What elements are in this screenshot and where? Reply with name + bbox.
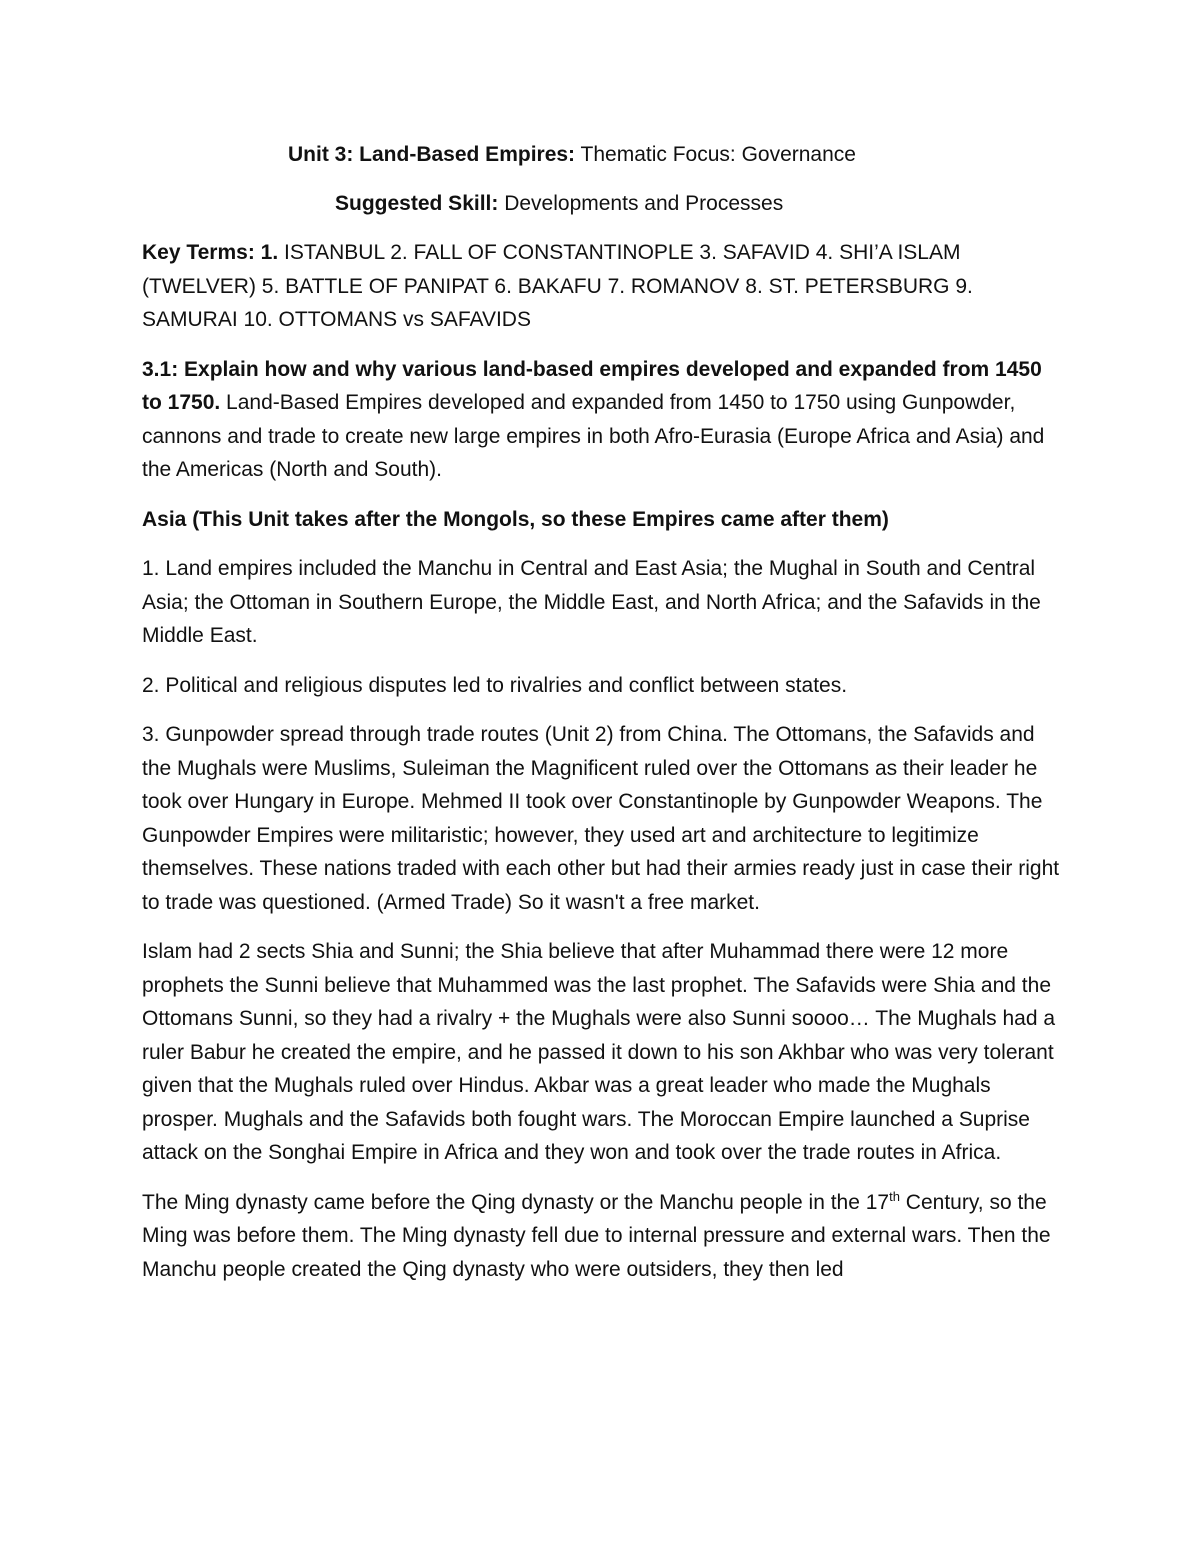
paragraph-political-disputes: 2. Political and religious disputes led to rivalries and conflict between states. bbox=[142, 673, 848, 697]
ming-text-start: The Ming dynasty came before the Qing dynasty or the Manchu people in the 17 bbox=[142, 1190, 890, 1214]
document-content bbox=[142, 138, 1062, 1286]
key-terms-paragraph bbox=[142, 236, 1062, 337]
section-3-1-body: Land-Based Empires developed and expanded from 1450 to 1750 using Gunpowder, cannons and trade to create new large empires in both Afro-Eurasia (Europe Africa and Asia) and the Americas (North and South). bbox=[142, 391, 1045, 481]
suggested-skill-line bbox=[142, 187, 1062, 221]
paragraph-gunpowder: 3. Gunpowder spread through trade routes (Unit 2) from China. The Ottomans, the Safavids and the Mughals were Muslims, Suleiman the Magnificent ruled over the Ottomans as their leader he took over Hungary in Europe. Mehmed II took over Constantinople by Gunpowder Weapons. The Gunpowder Empires were militaristic; however, they used art and architecture to legitimize themselves. These nations traded with each other but had their armies ready just in case their right to trade was questioned. (Armed Trade) So it wasn't a free market. bbox=[142, 723, 1060, 914]
paragraph-islam-sects: Islam had 2 sects Shia and Sunni; the Shia believe that after Muhammad there were 12 more prophets the Sunni believe that Muhammed was the last prophet. The Safavids were Shia and the Ottomans Sunni, so they had a rivalry + the Mughals were also Sunni soooo… The Mughals had a ruler Babur he created the empire, and he passed it down to his son Akhbar who was very tolerant given that the Mughals ruled over Hindus. Akbar was a great leader who made the Mughals prosper. Mughals and the Safavids both fought wars. The Moroccan Empire launched a Suprise attack on the Songhai Empire in Africa and they won and took over the trade routes in Africa. bbox=[142, 940, 1056, 1164]
section-3-1-heading: 3.1: Explain how and why various land-based empires developed and expanded from 1450 to 1750. bbox=[142, 357, 1042, 414]
thematic-focus: Thematic Focus: Governance bbox=[575, 143, 856, 166]
paragraph-ming-dynasty bbox=[142, 1186, 1062, 1287]
section-3-1-paragraph bbox=[142, 353, 1062, 487]
unit-title: Unit 3: Land-Based Empires: bbox=[288, 143, 576, 166]
key-terms-list: ISTANBUL 2. FALL OF CONSTANTINOPLE 3. SAFAVID 4. SHI’A ISLAM (TWELVER) 5. BATTLE OF PANIPAT 6. BAKAFU 7. ROMANOV 8. ST. PETERSBURG 9. SAMURAI 10. OTTOMANS vs SAFAVIDS bbox=[142, 241, 973, 331]
key-terms-label: Key Terms: 1. bbox=[142, 241, 279, 264]
asia-heading: Asia (This Unit takes after the Mongols, so these Empires came after them) bbox=[142, 507, 889, 531]
ordinal-superscript: th bbox=[889, 1188, 900, 1204]
suggested-skill-label: Suggested Skill: bbox=[335, 191, 499, 215]
paragraph-land-empires: 1. Land empires included the Manchu in Central and East Asia; the Mughal in South and Central Asia; the Ottoman in Southern Europe, the Middle East, and North Africa; and the Safavids in the Middle East. bbox=[142, 557, 1041, 647]
unit-title-line bbox=[142, 138, 1062, 172]
ming-text-end: Century, so the Ming was before them. The Ming dynasty fell due to internal pressure and external wars. Then the Manchu people created the Qing dynasty who were outsiders, they then led bbox=[142, 1190, 1051, 1281]
suggested-skill-value: Developments and Processes bbox=[498, 191, 784, 215]
